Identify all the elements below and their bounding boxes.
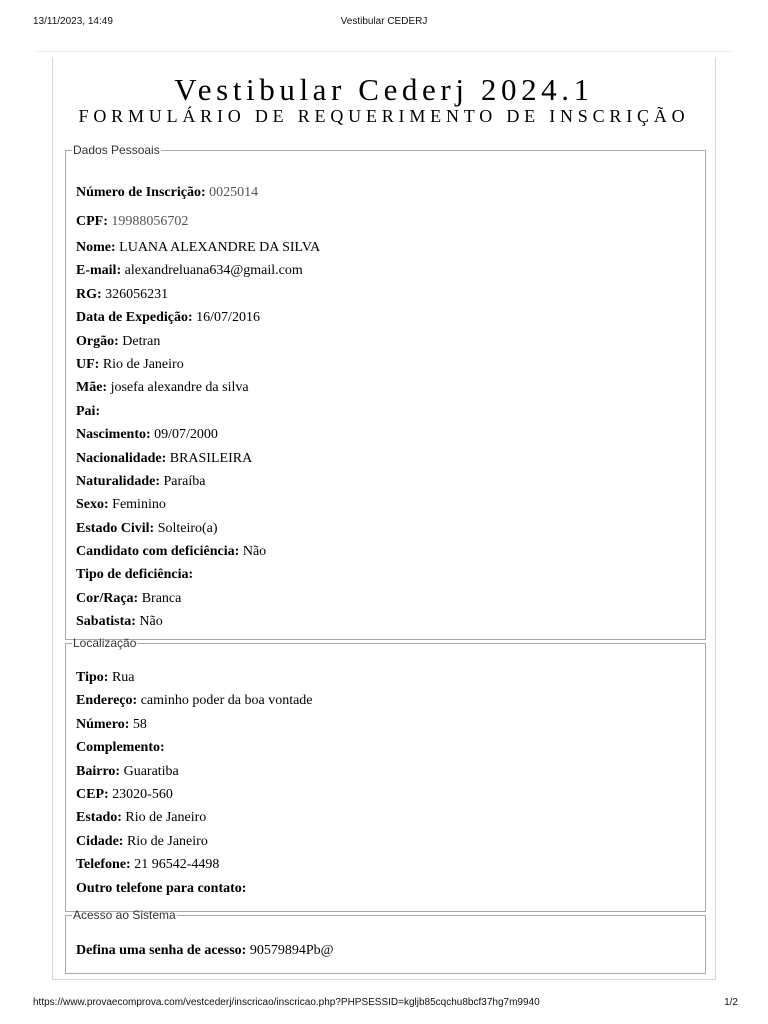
field-label: Data de Expedição:	[76, 310, 193, 326]
field-row	[76, 178, 695, 207]
field-row	[76, 236, 695, 259]
field-row	[76, 853, 695, 876]
field-row	[76, 376, 695, 399]
field-row	[76, 283, 695, 306]
field-value: 09/07/2000	[154, 427, 218, 443]
field-row	[76, 877, 695, 900]
field-value: Rio de Janeiro	[126, 833, 208, 849]
header-divider	[36, 51, 732, 52]
field-value: 58	[132, 716, 147, 732]
field-value: BRASILEIRA	[169, 450, 253, 466]
field-label: Cor/Raça:	[76, 590, 139, 606]
field-row	[76, 306, 695, 329]
field-label: Outro telefone para contato:	[76, 880, 247, 896]
field-label: Candidato com deficiência:	[76, 544, 240, 560]
print-header	[0, 16, 768, 30]
field-value: 16/07/2016	[196, 310, 260, 326]
field-value: 326056231	[105, 286, 169, 302]
field-label: Nacionalidade:	[76, 450, 167, 466]
field-label: Naturalidade:	[76, 473, 160, 489]
field-value: Rio de Janeiro	[125, 810, 207, 826]
system-access-legend: Acesso ao Sistema	[73, 908, 176, 922]
field-row	[76, 939, 695, 962]
field-label: Tipo de deficiência:	[76, 567, 194, 583]
system-access-fields	[76, 939, 695, 962]
print-url: https://www.provaecomprova.com/vestcederj/inscricao/inscricao.php?PHPSESSID=kgljb85cqchu8bcf37hg7m9940	[33, 997, 540, 1008]
location-fields	[76, 666, 695, 900]
field-value: Guaratiba	[123, 763, 179, 779]
system-access-section	[65, 909, 706, 974]
field-row	[76, 540, 695, 563]
field-label: Nascimento:	[76, 427, 151, 443]
field-value: Paraíba	[163, 473, 206, 489]
print-datetime: 13/11/2023, 14:49	[33, 16, 113, 27]
field-row	[76, 666, 695, 689]
field-row	[76, 736, 695, 759]
field-row	[76, 330, 695, 353]
page-number: 1/2	[724, 997, 738, 1008]
field-label: Pai:	[76, 403, 101, 419]
field-row	[76, 423, 695, 446]
field-row	[76, 207, 695, 236]
personal-data-section	[65, 144, 706, 640]
field-row	[76, 447, 695, 470]
document-subtitle: FORMULÁRIO DE REQUERIMENTO DE INSCRIÇÃO	[78, 106, 690, 126]
location-legend: Localização	[73, 636, 137, 650]
field-value: josefa alexandre da silva	[110, 380, 249, 396]
field-label: RG:	[76, 286, 102, 302]
field-value: caminho poder da boa vontade	[140, 693, 313, 709]
field-row	[76, 689, 695, 712]
field-label: Nome:	[76, 240, 116, 255]
field-label: CEP:	[76, 786, 109, 802]
field-row	[76, 400, 695, 423]
field-label: Número:	[76, 716, 130, 732]
field-label: Orgão:	[76, 333, 119, 349]
field-label: Defina uma senha de acesso:	[76, 943, 247, 958]
field-value: alexandreluana634@gmail.com	[124, 263, 303, 279]
field-value: 19988056702	[111, 214, 189, 229]
location-section	[65, 637, 706, 912]
field-label: Sexo:	[76, 497, 109, 513]
field-label: Complemento:	[76, 740, 165, 756]
print-footer	[0, 997, 768, 1011]
field-row	[76, 806, 695, 829]
field-label: Endereço:	[76, 693, 138, 709]
field-row	[76, 517, 695, 540]
field-value: Não	[242, 544, 267, 560]
field-label: Tipo:	[76, 670, 109, 685]
field-label: E-mail:	[76, 263, 122, 279]
field-value: 23020-560	[112, 786, 173, 802]
field-label: UF:	[76, 356, 100, 372]
field-value: Feminino	[112, 497, 166, 513]
field-row	[76, 353, 695, 376]
field-label: Sabatista:	[76, 614, 136, 630]
field-value: 21 96542-4498	[134, 857, 220, 873]
document-title: Vestibular Cederj 2024.1	[174, 72, 594, 107]
field-value: Solteiro(a)	[157, 520, 218, 536]
field-row	[76, 830, 695, 853]
field-label: CPF:	[76, 214, 108, 229]
field-value: Branca	[141, 590, 182, 606]
field-row	[76, 760, 695, 783]
field-value: LUANA ALEXANDRE DA SILVA	[119, 240, 321, 255]
field-value: 90579894Pb@	[249, 943, 334, 958]
personal-data-legend: Dados Pessoais	[73, 143, 160, 157]
personal-data-fields	[76, 178, 695, 634]
field-value: Rua	[111, 670, 135, 685]
field-label: Estado:	[76, 810, 122, 826]
field-row	[76, 563, 695, 586]
field-value: Não	[139, 614, 163, 630]
field-label: Bairro:	[76, 763, 121, 779]
field-row	[76, 783, 695, 806]
field-row	[76, 587, 695, 610]
field-row	[76, 610, 695, 633]
field-label: Telefone:	[76, 857, 131, 873]
field-label: Estado Civil:	[76, 520, 155, 536]
print-page-title: Vestibular CEDERJ	[340, 16, 428, 27]
field-value: 0025014	[209, 185, 259, 200]
field-label: Número de Inscrição:	[76, 185, 206, 200]
field-label: Mãe:	[76, 380, 108, 396]
field-row	[76, 259, 695, 282]
field-row	[76, 713, 695, 736]
field-row	[76, 470, 695, 493]
field-row	[76, 493, 695, 516]
field-label: Cidade:	[76, 833, 124, 849]
field-value: Rio de Janeiro	[102, 356, 184, 372]
field-value: Detran	[122, 333, 161, 349]
